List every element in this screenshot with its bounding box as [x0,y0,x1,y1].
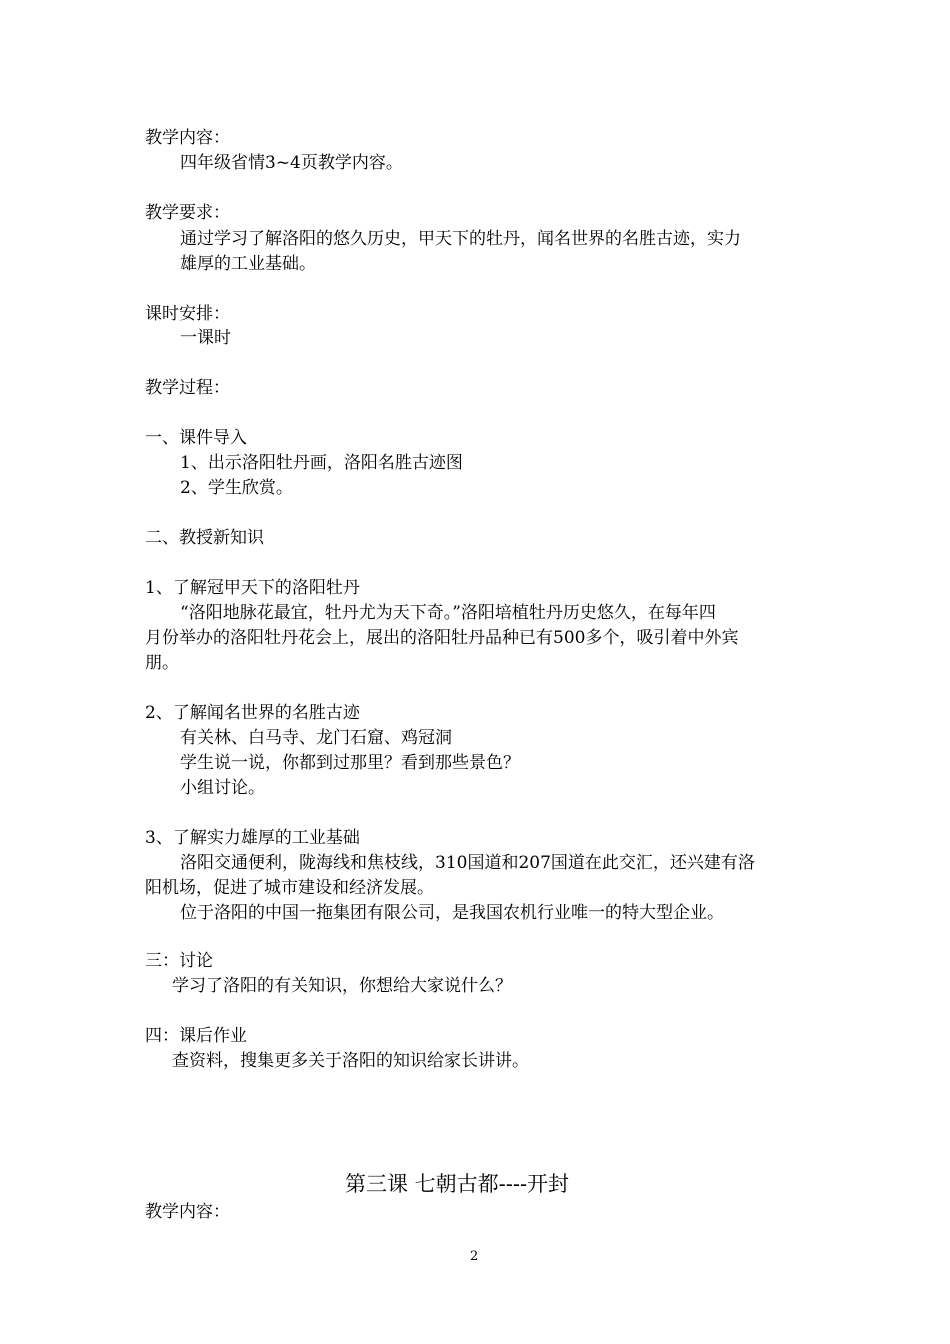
part3-body: 学习了洛阳的有关知识，你想给大家说什么？ [172,976,512,996]
part3-heading: 三：讨论 [145,951,213,971]
lesson3-heading-content: 教学内容： [145,1202,230,1222]
section-body-requirements-line1: 通过学习了解洛阳的悠久历史，甲天下的牡丹，闻名世界的名胜古迹，实力 [180,229,741,249]
topic2-line2: 学生说一说，你都到过那里？看到那些景色？ [180,753,520,773]
section-heading-schedule: 课时安排： [145,304,230,324]
part4-body: 查资料，搜集更多关于洛阳的知识给家长讲讲。 [172,1051,529,1071]
topic1-line2: 月份举办的洛阳牡丹花会上，展出的洛阳牡丹品种已有500多个，吸引着中外宾 [145,628,739,648]
part4-heading: 四：课后作业 [145,1026,247,1046]
part2-heading: 二、教授新知识 [145,528,264,548]
topic2-line1: 有关林、白马寺、龙门石窟、鸡冠洞 [180,728,452,748]
section-heading-process: 教学过程： [145,378,230,398]
topic3-line2: 阳机场，促进了城市建设和经济发展。 [145,878,434,898]
part1-item2: 2、学生欣赏。 [180,478,293,498]
section-heading-content: 教学内容： [145,128,230,148]
topic1-line1: “洛阳地脉花最宜，牡丹尤为天下奇。”洛阳培植牡丹历史悠久，在每年四 [180,603,716,623]
section-body-requirements-line2: 雄厚的工业基础。 [180,254,316,274]
section-heading-requirements: 教学要求： [145,203,230,223]
topic1-line3: 朋。 [145,653,179,673]
topic3-line1: 洛阳交通便利，陇海线和焦枝线，310国道和207国道在此交汇，还兴建有洛 [180,853,755,873]
topic2-heading: 2、了解闻名世界的名胜古迹 [145,703,360,723]
topic3-heading: 3、了解实力雄厚的工业基础 [145,828,360,848]
part1-item1: 1、出示洛阳牡丹画，洛阳名胜古迹图 [180,453,463,473]
page-number: 2 [470,1249,479,1264]
part1-heading: 一、课件导入 [145,428,247,448]
topic3-line3: 位于洛阳的中国一拖集团有限公司，是我国农机行业唯一的特大型企业。 [180,903,724,923]
topic2-line3: 小组讨论。 [180,778,265,798]
lesson3-title: 第三课 七朝古都----开封 [345,1172,570,1196]
section-body-schedule: 一课时 [180,328,231,348]
section-body-content: 四年级省情3~4页教学内容。 [180,153,403,173]
topic1-heading: 1、了解冠甲天下的洛阳牡丹 [145,578,360,598]
